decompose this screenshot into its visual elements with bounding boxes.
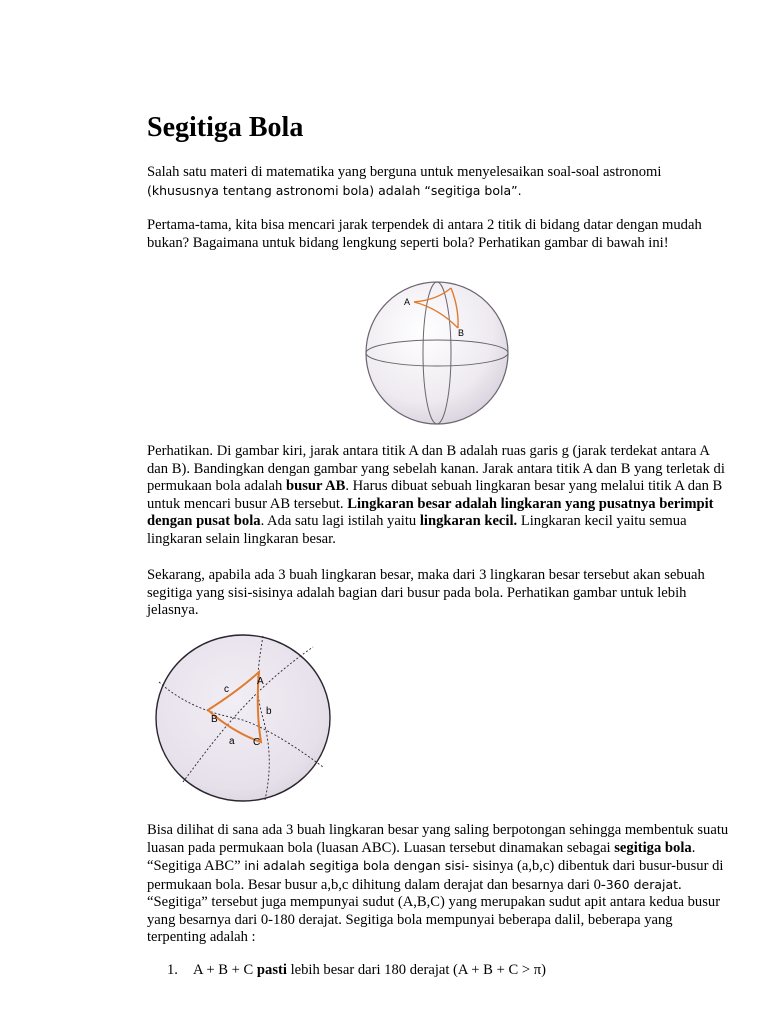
paragraph-3: Perhatikan. Di gambar kiri, jarak antara titik A dan B adalah ruas garis g (jarak terdekat antara A dan B). Bandingkan dengan gambar yang sebelah kanan. Jarak antara titik A dan B yang terletak di permukaan bola adalah busur AB. Harus dibuat sebuah lingkaran besar yang melalui titik A dan B untuk mencari busur AB tersebut. Lingkaran besar adalah lingkaran yang pusatnya berimpit dengan pusat bola. Ada satu lagi istilah yaitu lingkaran kecil. Lingkaran kecil yaitu semua lingkaran selain lingkaran besar. xyxy=(147,443,725,547)
vertex-b: B xyxy=(211,714,218,725)
label-a: A xyxy=(404,297,411,307)
theorem-list xyxy=(147,962,732,980)
side-c: c xyxy=(224,684,229,695)
vertex-a: A xyxy=(257,676,264,687)
side-b: b xyxy=(266,706,272,717)
vertex-c: C xyxy=(253,737,261,748)
side-a: a xyxy=(229,736,235,747)
sphere-outline xyxy=(156,635,330,801)
bold-definition: Lingkaran besar adalah lingkaran yang pusatnya berimpit dengan pusat bola xyxy=(147,495,714,529)
paragraph-4: Sekarang, apabila ada 3 buah lingkaran besar, maka dari 3 lingkaran besar tersebut akan sebuah segitiga yang sisi-sisinya adalah bagian dari busur pada bola. Perhatikan gambar untuk lebih jelasnya. xyxy=(147,567,705,618)
page-title: Segitiga Bola xyxy=(147,112,304,143)
bold-lingkaran-kecil: lingkaran kecil. xyxy=(419,513,518,529)
list-number: 1. xyxy=(167,962,178,978)
label-b: B xyxy=(458,328,465,338)
bold-segitiga-bola: segitiga bola xyxy=(614,839,692,856)
intro-paragraph xyxy=(147,164,732,200)
intro-text-1: Salah satu materi di matematika yang berguna untuk menyelesaikan soal-soal astronomi xyxy=(147,164,662,180)
sphere-figure-2 xyxy=(153,632,333,804)
bold-pasti: pasti xyxy=(256,962,287,978)
paragraph-5: Bisa dilihat di sana ada 3 buah lingkaran besar yang saling berpotongan sehingga membentuk suatu luasan pada permukaan bola (luasan ABC). Luasan tersebut dinamakan sebagai segitiga bola. “Segitiga ABC” ini adalah segitiga bola dengan sisi- sisinya (a,b,c) dibentuk dari busur-busur di permukaan bola. Besar busur a,b,c dihitung dalam derajat dan besarnya dari 0-360 derajat. “Segitiga” tersebut juga mempunyai sudut (A,B,C) yang merupakan sudut apit antara kedua busur yang besarnya dari 0-180 derajat. Segitiga bola mempunyai beberapa dalil, beberapa yang terpenting adalah : xyxy=(147,822,729,945)
list-item: 1. A + B + C pasti lebih besar dari 180 derajat (A + B + C > π) xyxy=(147,962,732,980)
intro-text-2: (khususnya tentang astronomi bola) adalah “segitiga bola”. xyxy=(147,182,522,198)
sphere-outline xyxy=(366,282,508,424)
bold-busur-ab: busur AB xyxy=(285,478,346,494)
sphere-figure-1 xyxy=(362,278,512,428)
paragraph-2: Pertama-tama, kita bisa mencari jarak terpendek di antara 2 titik di bidang datar dengan mudah bukan? Bagaimana untuk bidang lengkung seperti bola? Perhatikan gambar di bawah ini! xyxy=(147,217,702,251)
